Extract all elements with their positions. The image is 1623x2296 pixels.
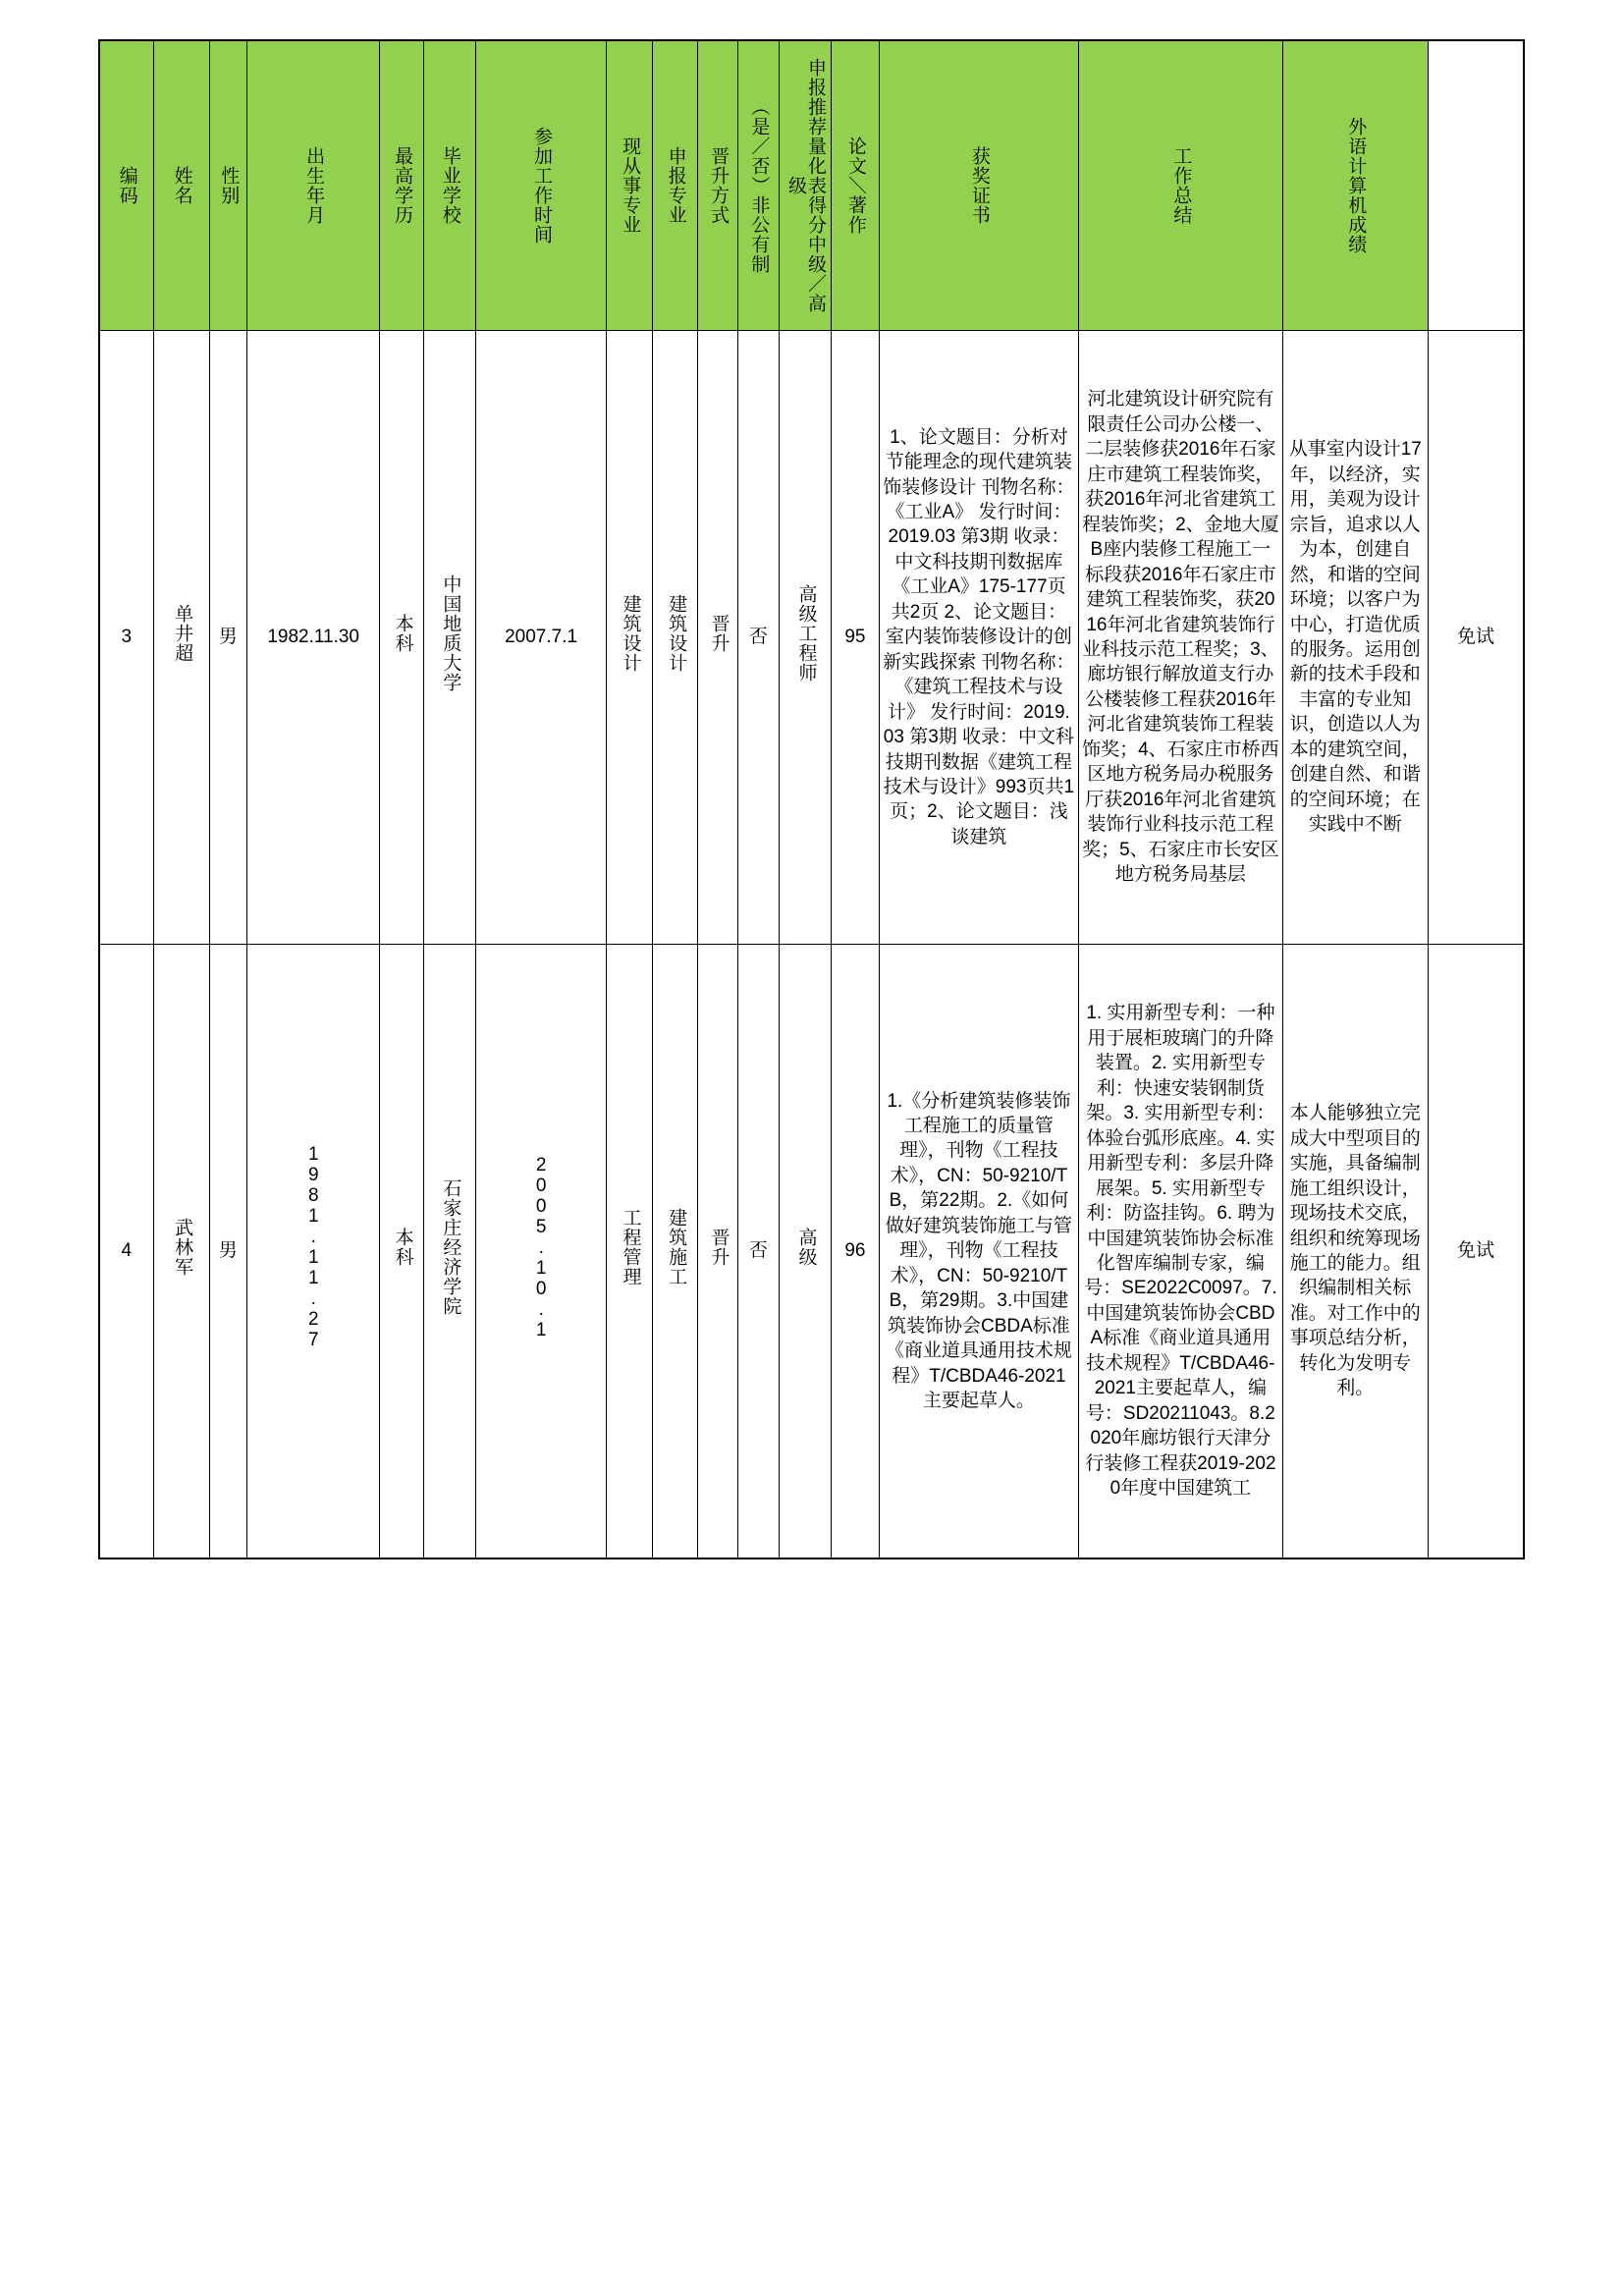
cell-non-public: 否 bbox=[737, 331, 779, 945]
header-code: 编码 bbox=[99, 40, 153, 331]
header-sex: 性别 bbox=[209, 40, 246, 331]
cell-work-start: 2005.10.1 bbox=[475, 945, 606, 1559]
cell-apply-major: 建筑施工 bbox=[652, 945, 698, 1559]
cell-code: 3 bbox=[99, 331, 153, 945]
header-school: 毕业学校 bbox=[423, 40, 475, 331]
header-education: 最高学历 bbox=[380, 40, 423, 331]
cell-awards: 1. 实用新型专利：一种用于展柜玻璃门的升降装置。2. 实用新型专利：快速安装钢制货架。3. 实用新型专利：体验台弧形底座。4. 实用新型专利：多层升降展架。5. 实用新型专利：防盗挂钩。6. 聘为中国建筑装饰协会标准化智库编制专家，编号：SE2022C0097。7. 中国建筑装饰协会CBDA标准《商业道具通用技术规程》T/CBDA46-2021主要起草人，编号：SD20211043。8.2020年廊坊银行天津分行装修工程获2019-2020年度中国建筑工 bbox=[1079, 945, 1283, 1559]
cell-current-major: 建筑设计 bbox=[607, 331, 653, 945]
header-apply-major: 申报专业 bbox=[652, 40, 698, 331]
cell-name: 单井超 bbox=[153, 331, 209, 945]
cell-sex: 男 bbox=[209, 945, 246, 1559]
header-papers: 论文＼著作 bbox=[832, 40, 880, 331]
header-birth: 出生年月 bbox=[246, 40, 380, 331]
cell-birth: 1982.11.30 bbox=[246, 331, 380, 945]
cell-birth: 1981.11.27 bbox=[246, 945, 380, 1559]
cell-language-computer: 免试 bbox=[1428, 945, 1524, 1559]
cell-current-major: 工程管理 bbox=[607, 945, 653, 1559]
cell-school: 中国地质大学 bbox=[423, 331, 475, 945]
cell-score: 95 bbox=[832, 331, 880, 945]
cell-promotion-way: 晋升 bbox=[698, 945, 737, 1559]
cell-papers: 1、论文题目：分析对节能理念的现代建筑装饰装修设计 刊物名称：《工业A》 发行时间：2019.03 第3期 收录：中文科技期刊数据库《工业A》175-177页共2页 2、论文题目：室内装饰装修设计的创新实践探索 刊物名称：《建筑工程技术与设计》 发行时间：2019.03 第3期 收录：中文科技期刊数据《建筑工程技术与设计》993页共1页；2、论文题目：浅谈建筑 bbox=[879, 331, 1078, 945]
table-row bbox=[99, 945, 1524, 1559]
cell-awards: 河北建筑设计研究院有限责任公司办公楼一、二层装修获2016年石家庄市建筑工程装饰奖，获2016年河北省建筑工程装饰奖；2、金地大厦B座内装修工程施工一标段获2016年石家庄市建筑工程装饰奖，获2016年河北省建筑装饰行业科技示范工程奖；3、廊坊银行解放道支行办公楼装修工程获2016年河北省建筑装饰工程装饰奖；4、石家庄市桥西区地方税务局办税服务厅获2016年河北省建筑装饰行业科技示范工程奖；5、石家庄市长安区地方税务局基层 bbox=[1079, 331, 1283, 945]
cell-school: 石家庄经济学院 bbox=[423, 945, 475, 1559]
cell-papers: 1.《分析建筑装修装饰工程施工的质量管理》，刊物《工程技术》，CN：50-9210/TB，第22期。2.《如何做好建筑装饰施工与管理》，刊物《工程技术》，CN：50-9210/TB，第29期。3.中国建筑装饰协会CBDA标准《商业道具通用技术规程》T/CBDA46-2021主要起草人。 bbox=[879, 945, 1078, 1559]
cell-work-start: 2007.7.1 bbox=[475, 331, 606, 945]
cell-promotion-way: 晋升 bbox=[698, 331, 737, 945]
header-score-level: 申报推荐量化表得分中级／高级 bbox=[780, 40, 832, 331]
cell-sex: 男 bbox=[209, 331, 246, 945]
table-header-row bbox=[99, 40, 1524, 331]
cell-score: 96 bbox=[832, 945, 880, 1559]
cell-education: 本科 bbox=[380, 945, 423, 1559]
cell-education: 本科 bbox=[380, 331, 423, 945]
header-non-public: （是／否）非公有制 bbox=[737, 40, 779, 331]
cell-name: 武林军 bbox=[153, 945, 209, 1559]
header-current-major: 现从事专业 bbox=[607, 40, 653, 331]
header-promotion-way: 晋升方式 bbox=[698, 40, 737, 331]
cell-level: 高级 bbox=[780, 945, 832, 1559]
cell-apply-major: 建筑设计 bbox=[652, 331, 698, 945]
cell-summary: 本人能够独立完成大中型项目的实施，具备编制施工组织设计，现场技术交底，组织和统筹现场施工的能力。组织编制相关标准。对工作中的事项总结分析，转化为发明专利。 bbox=[1282, 945, 1428, 1559]
cell-code: 4 bbox=[99, 945, 153, 1559]
cell-language-computer: 免试 bbox=[1428, 331, 1524, 945]
table-row bbox=[99, 331, 1524, 945]
header-awards: 获奖证书 bbox=[879, 40, 1078, 331]
professional-title-roster-table bbox=[98, 39, 1525, 1559]
header-summary: 工作总结 bbox=[1079, 40, 1283, 331]
cell-non-public: 否 bbox=[737, 945, 779, 1559]
header-language-computer: 外语计算机成绩 bbox=[1282, 40, 1428, 331]
header-name: 姓名 bbox=[153, 40, 209, 331]
cell-summary: 从事室内设计17年，以经济，实用，美观为设计宗旨，追求以人为本，创建自然，和谐的空间环境；以客户为中心，打造优质的服务。运用创新的技术手段和丰富的专业知识，创造以人为本的建筑空间，创建自然、和谐的空间环境；在实践中不断 bbox=[1282, 331, 1428, 945]
header-work-start: 参加工作时间 bbox=[475, 40, 606, 331]
cell-level: 高级工程师 bbox=[780, 331, 832, 945]
